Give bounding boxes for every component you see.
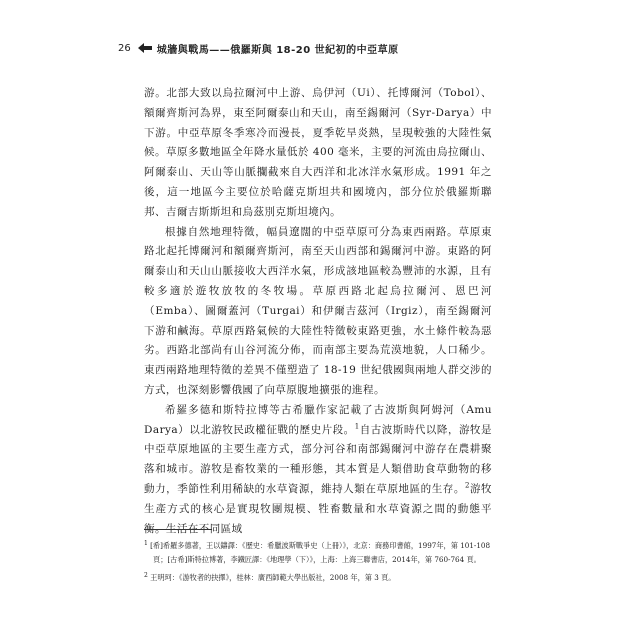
main-text [144, 84, 492, 539]
footnote-ref-2[interactable]: 2 [464, 481, 470, 490]
page-number: 26 [118, 42, 131, 54]
footnote-2-text: 王明珂：《游牧者的抉擇》，桂林：廣西師範大學出版社，2008 年，第 3 頁。 [150, 573, 396, 582]
paragraph-3-part-a: 希羅多德和斯特拉博等古希臘作家記載了古波斯與阿姆河（Amu Darya）以北游牧民政權征戰的歷史片段。 [144, 403, 492, 436]
footnote-1-text: [希]希羅多德著，王以鑄譯：《歷史：希臘波斯戰爭史（上冊）》，北京：商務印書館，1997年，第 101-108 頁；[古希]斯特拉博著，李鐵匠譯：《地理學（下）》，上海：上海三聯書店，2014年，第 760-764 頁。 [150, 541, 491, 564]
footnote-2 [144, 569, 494, 585]
footnote-2-number: 2 [144, 572, 148, 579]
footnote-1 [144, 537, 494, 566]
footnotes [144, 537, 494, 588]
footnote-ref-1[interactable]: 1 [354, 422, 360, 431]
footnote-divider [144, 529, 212, 530]
paragraph-2: 根據自然地理特徵，幅員遼闊的中亞草原可分為東西兩路。草原東路北起托博爾河和額爾齊斯河，南至天山西部和錫爾河中游。東路的阿爾泰山和天山山脈接收大西洋水氣，形成該地區較為豐沛的水源，且有較多適於遊牧放牧的冬牧場。草原西路北起烏拉爾河、恩巴河（Emba）、圖爾蓋河（Turgai）和伊爾吉茲河（Irgiz），南至錫爾河下游和鹹海。草原西路氣候的大陸性特徵較東路更強，水土條件較為惡劣。西路北部尚有山谷河流分佈，而南部主要為荒漠地貌，人口稀少。東西兩路地理特徵的差異不僅塑造了 18-19 世紀俄國與兩地人群交涉的方式，也深刻影響俄國了向草原腹地擴張的進程。 [144, 225, 492, 396]
running-title: 城牆與戰馬——俄羅斯與 18-20 世紀初的中亞草原 [156, 44, 399, 56]
left-arrow-icon [138, 43, 152, 53]
running-header [118, 40, 538, 56]
paragraph-1: 游。北部大致以烏拉爾河中上游、烏伊河（Ui）、托博爾河（Tobol）、額爾齊斯河為界，東至阿爾泰山和天山，南至錫爾河（Syr-Darya）中下游。中亞草原冬季寒冷而漫長，夏季乾旱炎熱，呈現較強的大陸性氣候。草原多數地區全年降水量低於 400 毫米，主要的河流由烏拉爾山、阿爾泰山、天山等山脈攔截來自大西洋和北冰洋水氣形成。1991 年之後，這一地區今主要位於哈薩克斯坦共和國境內，部分位於俄羅斯聯邦、吉爾吉斯斯坦和烏茲別克斯坦境內。 [144, 87, 492, 218]
paragraph-3-part-b: 自古波斯時代以降，游牧是中亞草原地區的主要生產方式，部分河谷和南部錫爾河中游存在農耕聚落和城市。游牧是畜牧業的一種形態，其本質是人類借助食草動物的移動力，季節性利用稀缺的水草資源，維持人類在草原地區的生存。 [144, 423, 492, 495]
footnote-1-number: 1 [144, 540, 148, 547]
paragraph-3 [144, 401, 492, 540]
paragraph-3-part-c: 游牧生產方式的核心是實現牧團規模、牲畜數量和水草資源之間的動態平衡。生活在不同區域 [144, 482, 492, 535]
